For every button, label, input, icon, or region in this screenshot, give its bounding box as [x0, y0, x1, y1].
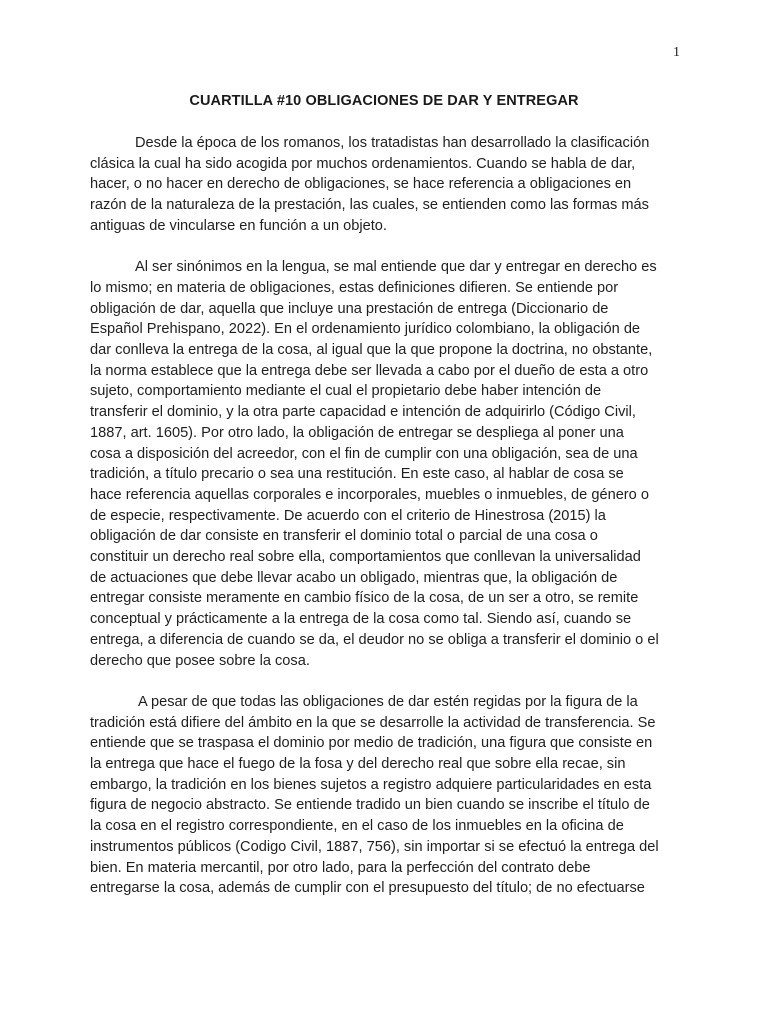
text-line: entiende que se traspasa el dominio por medio de tradición, una figura que consiste en	[90, 735, 653, 752]
text-line: de actuaciones que debe llevar acabo un obligado, mientras que, la obligación de	[90, 569, 618, 586]
text-line: dar conlleva la entrega de la cosa, al igual que la que propone la doctrina, no obstante,	[90, 342, 653, 359]
text-line: instrumentos públicos (Codigo Civil, 1887, 756), sin importar si se efectuó la entrega del	[90, 838, 659, 855]
page-number: 1	[673, 45, 680, 60]
text-line: sujeto, comportamiento mediante el cual el propietario debe haber intención de	[90, 383, 602, 400]
text-line: Al ser sinónimos en la lengua, se mal entiende que dar y entregar en derecho es	[135, 259, 657, 276]
text-line: constituir un derecho real sobre ella, comportamientos que conllevan la universalidad	[90, 549, 641, 566]
text-line: Desde la época de los romanos, los tratadistas han desarrollado la clasificación	[135, 135, 650, 151]
text-line: A pesar de que todas las obligaciones de dar estén regidas por la figura de la	[138, 693, 638, 710]
text-line: hacer, o no hacer en derecho de obligaciones, se hace referencia a obligaciones en	[90, 176, 632, 193]
text-line: lo mismo; en materia de obligaciones, estas definiciones difieren. Se entiende por	[90, 279, 619, 296]
text-line: transferir el dominio, y la otra parte capacidad e intención de adquirirlo (Código Civil,	[90, 404, 636, 421]
text-line: entregarse la cosa, además de cumplir con el presupuesto del título; de no efectuarse	[90, 880, 645, 897]
text-line: obligación de dar, aquella que incluye una prestación de entrega (Diccionario de	[90, 300, 609, 317]
text-line: 1887, art. 1605). Por otro lado, la obligación de entregar se despliega al poner una	[90, 424, 624, 441]
document-title: CUARTILLA #10 OBLIGACIONES DE DAR Y ENTREGAR	[189, 93, 579, 109]
text-line: la entrega que hace el fuego de la fosa y del derecho real que sobre ella recae, sin	[90, 756, 626, 773]
text-line: hace referencia aquellas corporales e incorporales, muebles o inmuebles, de género o	[90, 486, 649, 503]
text-line: la norma establece que la entrega debe ser llevada a cabo por el dueño de esta a otro	[90, 362, 649, 379]
text-line: figura de negocio abstracto. Se entiende tradido un bien cuando se inscribe el título de	[90, 797, 650, 814]
paragraph	[90, 133, 682, 237]
text-line: de especie, respectivamente. De acuerdo con el criterio de Hinestrosa (2015) la	[90, 507, 606, 524]
text-line: tradición está difiere del ámbito en la que se desarrolle la actividad de transferencia. Se	[90, 714, 656, 731]
text-line: tradición, a título precario o sea una restitución. En este caso, al hablar de cosa se	[90, 466, 624, 483]
text-line: la cosa en el registro correspondiente, en el caso de los inmuebles en la oficina de	[90, 818, 624, 835]
document-body	[90, 133, 682, 920]
text-line: clásica la cual ha sido acogida por muchos ordenamientos. Cuando se habla de dar,	[90, 155, 636, 172]
text-line: antiguas de vincularse en función a un objeto.	[90, 217, 387, 234]
text-line: bien. En materia mercantil, por otro lado, para la perfección del contrato debe	[90, 859, 591, 876]
text-line: entrega, a diferencia de cuando se da, el deudor no se obliga a transferir el dominio o el	[90, 631, 659, 648]
text-line: conceptual y prácticamente a la entrega de la cosa como tal. Siendo así, cuando se	[90, 611, 632, 628]
text-line: Español Prehispano, 2022). En el ordenamiento jurídico colombiano, la obligación de	[90, 321, 641, 338]
text-line: obligación de dar consiste en transferir el dominio total o parcial de una cosa o	[90, 528, 598, 545]
paragraph	[90, 257, 682, 671]
text-line: derecho que posee sobre la cosa.	[90, 652, 310, 669]
text-line: cosa a disposición del acreedor, con el fin de cumplir con una obligación, sea de una	[90, 445, 638, 462]
text-line: embargo, la tradición en los bienes sujetos a registro adquiere particularidades en esta	[90, 776, 652, 793]
text-line: entregar consiste meramente en cambio físico de la cosa, de un ser a otro, se remite	[90, 590, 639, 607]
paragraph	[90, 692, 682, 899]
text-line: razón de la naturaleza de la prestación, las cuales, se entienden como las formas más	[90, 197, 649, 214]
